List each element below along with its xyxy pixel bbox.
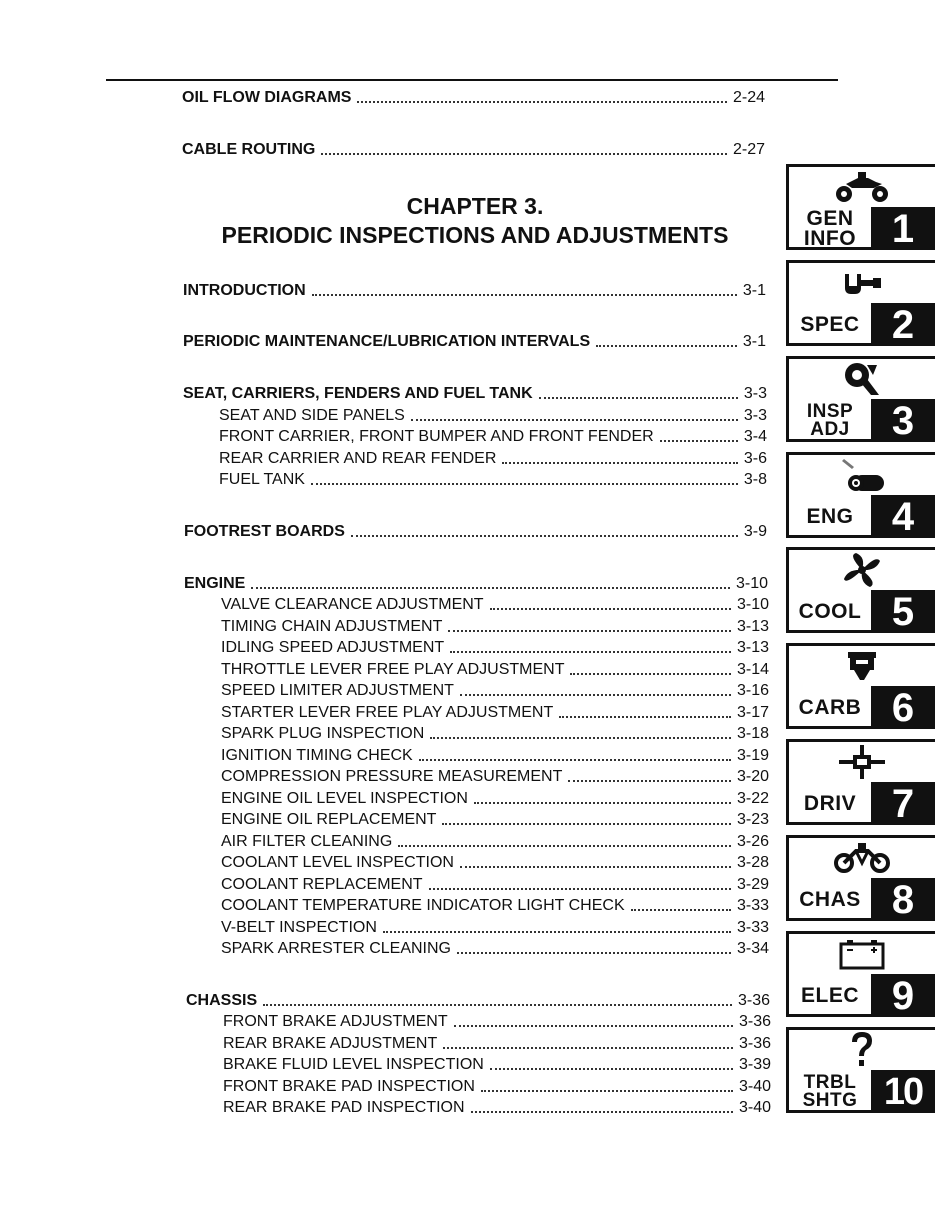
tab-number: 8 (871, 878, 935, 921)
toc-section-introduction[interactable] (183, 279, 766, 301)
wrench-icon (789, 359, 935, 399)
battery-icon (789, 934, 935, 974)
tab-eng[interactable] (786, 452, 935, 538)
gauge-icon (789, 263, 935, 303)
toc-item-title: REAR CARRIER AND REAR FENDER (219, 450, 497, 467)
tab-label: ENG (806, 504, 854, 528)
toc-item-page: 3-33 (736, 919, 769, 936)
toc-item-title: FRONT BRAKE ADJUSTMENT (223, 1013, 448, 1030)
tab-number: 9 (871, 974, 935, 1017)
toc-section-title: ENGINE (184, 575, 246, 592)
toc-item[interactable] (223, 1096, 771, 1118)
toc-item-title: IGNITION TIMING CHECK (221, 747, 413, 764)
toc-section-page: 3-3 (743, 385, 767, 402)
toc-item-page: 3-13 (736, 618, 769, 635)
toc-item-title: TIMING CHAIN ADJUSTMENT (221, 618, 443, 635)
tab-number: 1 (871, 207, 935, 250)
tab-number: 3 (871, 399, 935, 442)
toc-item-page: 3-13 (736, 639, 769, 656)
toc-item-title: COOLANT LEVEL INSPECTION (221, 854, 454, 871)
toc-item-title: THROTTLE LEVER FREE PLAY ADJUSTMENT (221, 661, 565, 678)
toc-item-page: 3-36 (738, 1035, 771, 1052)
toc-item[interactable] (219, 447, 767, 469)
toc-item-page: 3-10 (736, 596, 769, 613)
toc-item-title: SPARK ARRESTER CLEANING (221, 940, 451, 957)
toc-item-page: 3-18 (736, 725, 769, 742)
toc-item[interactable] (221, 873, 769, 895)
toc-item-title: COOLANT REPLACEMENT (221, 876, 423, 893)
atv-icon (789, 167, 935, 207)
toc-item[interactable] (221, 916, 769, 938)
toc-item[interactable] (221, 851, 769, 873)
toc-item[interactable] (223, 1075, 771, 1097)
toc-item[interactable] (221, 615, 769, 637)
chapter-number: CHAPTER 3. (406, 193, 544, 219)
toc-item-title: SEAT AND SIDE PANELS (219, 407, 405, 424)
toc-item-title: BRAKE FLUID LEVEL INSPECTION (223, 1056, 484, 1073)
toc-item-title: ENGINE OIL LEVEL INSPECTION (221, 790, 468, 807)
toc-section-seat-carriers[interactable] (183, 382, 767, 404)
toc-item[interactable] (221, 701, 769, 723)
toc-item-page: 3-23 (736, 811, 769, 828)
tab-cool[interactable] (786, 547, 935, 633)
tab-number: 7 (871, 782, 935, 825)
toc-entry-title: CABLE ROUTING (182, 141, 316, 158)
toc-item-page: 3-16 (736, 682, 769, 699)
question-icon (789, 1030, 935, 1070)
toc-item[interactable] (223, 1032, 771, 1054)
tab-driv[interactable] (786, 739, 935, 825)
toc-item-page: 3-17 (736, 704, 769, 721)
toc-item-title: V-BELT INSPECTION (221, 919, 377, 936)
tab-label: DRIV (803, 791, 857, 815)
toc-item[interactable] (221, 765, 769, 787)
tab-number: 5 (871, 590, 935, 633)
tab-trbl-shtg[interactable] (786, 1027, 935, 1113)
toc-item[interactable] (221, 830, 769, 852)
toc-item-page: 3-8 (743, 471, 767, 488)
toc-item-title: REAR BRAKE PAD INSPECTION (223, 1099, 465, 1116)
toc-item[interactable] (221, 658, 769, 680)
tab-label: CARB (798, 695, 862, 719)
toc-item-title: AIR FILTER CLEANING (221, 833, 393, 850)
toc-item-title: COOLANT TEMPERATURE INDICATOR LIGHT CHECK (221, 897, 625, 914)
toc-item-title: VALVE CLEARANCE ADJUSTMENT (221, 596, 484, 613)
toc-item-page: 3-22 (736, 790, 769, 807)
toc-item-page: 3-19 (736, 747, 769, 764)
toc-item[interactable] (221, 808, 769, 830)
toc-section-title: FOOTREST BOARDS (184, 523, 345, 540)
toc-item[interactable] (221, 787, 769, 809)
tab-insp-adj[interactable] (786, 356, 935, 442)
toc-item-title: FRONT BRAKE PAD INSPECTION (223, 1078, 475, 1095)
toc-section-engine[interactable] (184, 572, 768, 594)
toc-item-title: ENGINE OIL REPLACEMENT (221, 811, 437, 828)
toc-item-page: 3-6 (743, 450, 767, 467)
toc-section-title: CHASSIS (186, 992, 258, 1009)
toc-section-page: 3-36 (737, 992, 770, 1009)
toc-item[interactable] (219, 425, 767, 447)
toc-item-title: FRONT CARRIER, FRONT BUMPER AND FRONT FENDER (219, 428, 654, 445)
toc-item[interactable] (221, 636, 769, 658)
toc-item-page: 3-4 (743, 428, 767, 445)
toc-item-page: 3-36 (738, 1013, 771, 1030)
toc-item[interactable] (219, 404, 767, 426)
toc-item-title: SPEED LIMITER ADJUSTMENT (221, 682, 454, 699)
tab-label: ELEC (800, 983, 859, 1007)
toc-item-page: 3-29 (736, 876, 769, 893)
toc-item[interactable] (221, 679, 769, 701)
toc-section-maintenance-intervals[interactable] (183, 330, 766, 352)
toc-section-page: 3-9 (743, 523, 767, 540)
toc-section-title: INTRODUCTION (183, 282, 306, 299)
toc-item-title: IDLING SPEED ADJUSTMENT (221, 639, 445, 656)
toc-section-footrest-boards[interactable] (184, 520, 767, 542)
tab-label: GEN INFO (803, 206, 857, 250)
toc-item-title: SPARK PLUG INSPECTION (221, 725, 425, 742)
toc-entry-page: 2-27 (732, 141, 765, 158)
tab-elec[interactable] (786, 931, 935, 1017)
drivetrain-icon (789, 742, 935, 782)
toc-item-page: 3-20 (736, 768, 769, 785)
toc-section-title: PERIODIC MAINTENANCE/LUBRICATION INTERVALS (183, 333, 591, 350)
toc-entry-title: OIL FLOW DIAGRAMS (182, 89, 352, 106)
toc-section-page: 3-1 (742, 282, 766, 299)
toc-entry-oil-flow-diagrams[interactable] (182, 86, 765, 108)
toc-item-title: STARTER LEVER FREE PLAY ADJUSTMENT (221, 704, 554, 721)
toc-item-title: REAR BRAKE ADJUSTMENT (223, 1035, 438, 1052)
tab-number: 10 (871, 1070, 935, 1113)
carburetor-icon (789, 646, 935, 686)
engine-icon (789, 455, 935, 495)
tab-label: INSP ADJ (806, 400, 854, 440)
toc-section-chassis[interactable] (186, 989, 770, 1011)
tab-spec[interactable] (786, 260, 935, 346)
toc-section-page: 3-10 (735, 575, 768, 592)
chapter-title: PERIODIC INSPECTIONS AND ADJUSTMENTS (221, 222, 729, 248)
tab-label: CHAS (799, 887, 861, 911)
toc-item[interactable] (223, 1010, 771, 1032)
toc-item-page: 3-14 (736, 661, 769, 678)
toc-item-page: 3-40 (738, 1078, 771, 1095)
tab-carb[interactable] (786, 643, 935, 729)
toc-item-page: 3-40 (738, 1099, 771, 1116)
tab-label: SPEC (800, 312, 860, 336)
tab-gen-info[interactable] (786, 164, 935, 250)
toc-item-page: 3-28 (736, 854, 769, 871)
toc-section-title: SEAT, CARRIERS, FENDERS AND FUEL TANK (183, 385, 533, 402)
toc-item-page: 3-26 (736, 833, 769, 850)
tab-label: COOL (798, 599, 862, 623)
toc-item[interactable] (221, 894, 769, 916)
header-rule (106, 79, 838, 81)
toc-item-page: 3-3 (743, 407, 767, 424)
toc-item-title: FUEL TANK (219, 471, 305, 488)
toc-item-title: COMPRESSION PRESSURE MEASUREMENT (221, 768, 563, 785)
toc-entry-cable-routing[interactable] (182, 138, 765, 160)
toc-item[interactable] (221, 937, 769, 959)
tab-number: 4 (871, 495, 935, 538)
toc-item[interactable] (221, 593, 769, 615)
toc-item-page: 3-39 (738, 1056, 771, 1073)
toc-item[interactable] (221, 722, 769, 744)
toc-item-page: 3-33 (736, 897, 769, 914)
tab-number: 6 (871, 686, 935, 729)
tab-label: TRBL SHTG (802, 1071, 858, 1111)
toc-item[interactable] (223, 1053, 771, 1075)
tab-number: 2 (871, 303, 935, 346)
fan-icon (789, 550, 935, 590)
toc-section-page: 3-1 (742, 333, 766, 350)
toc-entry-page: 2-24 (732, 89, 765, 106)
chassis-icon (789, 838, 935, 878)
tab-chas[interactable] (786, 835, 935, 921)
toc-item-page: 3-34 (736, 940, 769, 957)
toc-item[interactable] (219, 468, 767, 490)
toc-item[interactable] (221, 744, 769, 766)
